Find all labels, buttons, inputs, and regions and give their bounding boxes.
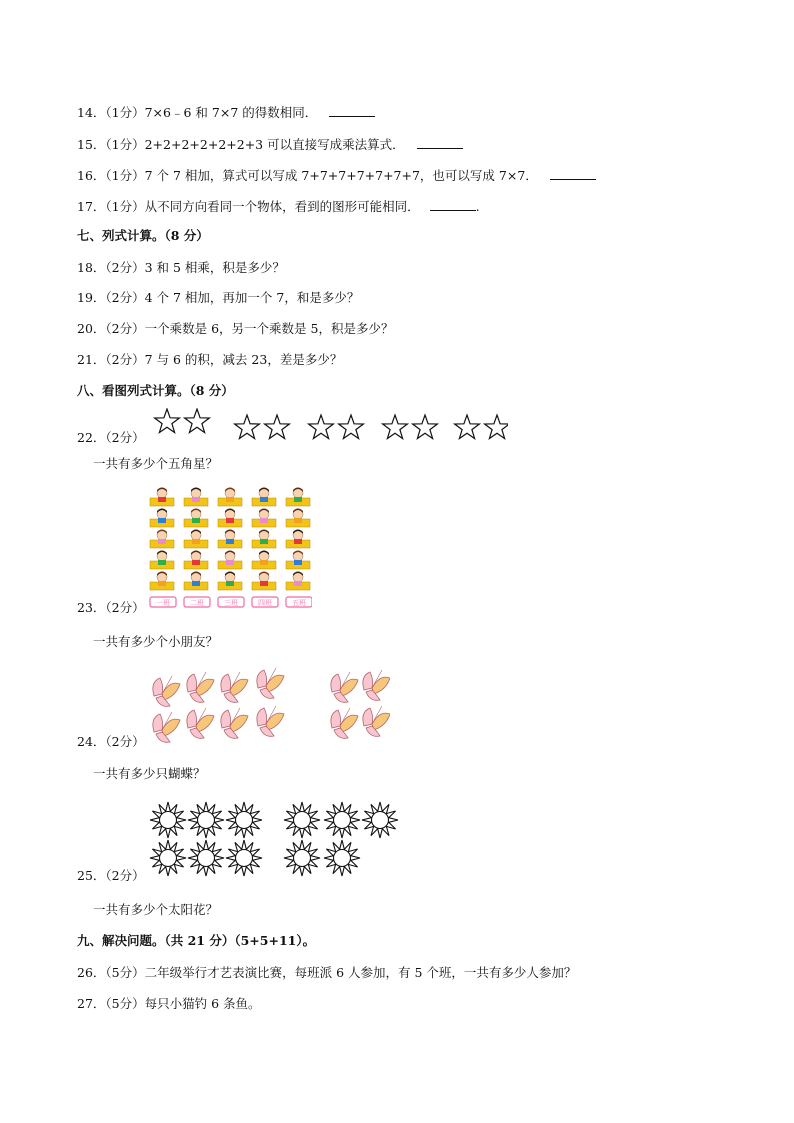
butterfly-icon [153,712,180,742]
question-text: 14．（1分）7×6﹣6 和 7×7 的得数相同． [77,105,318,120]
sunflower-icon [226,840,262,876]
star-icon [185,409,210,433]
stars-figure [148,408,508,442]
child-icon [286,509,310,528]
sunflowers-figure [146,798,406,884]
star-icon [383,415,408,439]
child-icon [150,488,174,507]
question-22-ask: 一共有多少个五角星？ [93,456,219,471]
star-icon [235,415,260,439]
sunflower-icon [324,840,360,876]
question-text: 16．（1分）7 个 7 相加，算式可以写成 7+7+7+7+7+7+7，也可以写成 7×7． [77,168,538,183]
child-icon [286,551,310,570]
answer-blank[interactable] [550,167,596,180]
question-16 [77,167,596,184]
butterfly-icon [153,676,180,706]
section-9-heading: 九、解决问题。（共 21 分）（5+5+11）。 [77,933,316,948]
question-text: 17．（1分）从不同方向看同一个物体，看到的图形可能相同． [77,199,420,214]
section-7-heading: 七、列式计算。（8 分） [77,228,209,243]
sunflower-icon [150,802,186,838]
child-icon [184,488,208,507]
butterfly-icon [257,668,284,698]
butterfly-icon [363,706,390,736]
butterfly-icon [221,708,248,738]
child-icon [286,530,310,549]
sunflower-icon [284,802,320,838]
sunflower-icon [188,840,224,876]
star-icon [485,415,508,439]
child-icon [150,509,174,528]
question-21: 21．（2分）7 与 6 的积，减去 23，差是多少？ [77,352,343,367]
butterfly-icon [187,672,214,702]
child-icon [286,488,310,507]
question-suffix: . [475,199,480,214]
child-icon [150,551,174,570]
question-22-label: 22．（2分） [77,430,145,445]
child-icon [252,530,276,549]
child-icon [218,551,242,570]
star-icon [309,415,334,439]
star-icon [155,409,180,433]
child-icon [184,509,208,528]
child-icon [252,488,276,507]
section-8-heading: 八、看图列式计算。（8 分） [77,383,234,398]
question-23-label: 23．（2分） [77,600,145,615]
butterfly-icon [257,706,284,736]
question-20: 20．（2分）一个乘数是 6，另一个乘数是 5，积是多少？ [77,321,394,336]
question-27: 27．（5分）每只小猫钓 6 条鱼。 [77,996,261,1011]
class-label: 四班 [258,599,272,607]
child-icon [252,572,276,591]
question-25-label: 25．（2分） [77,868,145,883]
answer-blank[interactable] [329,104,375,117]
child-icon [218,509,242,528]
child-icon [218,530,242,549]
butterfly-icon [331,708,358,738]
child-icon [286,572,310,591]
question-19: 19．（2分）4 个 7 相加，再加一个 7，和是多少？ [77,290,360,305]
butterfly-icon [363,670,390,700]
answer-blank[interactable] [417,136,463,149]
class-label: 二班 [190,599,204,607]
sunflower-icon [150,840,186,876]
sunflower-icon [284,840,320,876]
star-icon [413,415,438,439]
child-icon [218,488,242,507]
class-label: 五班 [292,599,306,607]
question-23-ask: 一共有多少个小朋友？ [93,634,219,649]
children-figure [146,484,312,612]
child-icon [184,572,208,591]
child-icon [252,509,276,528]
sunflower-icon [188,802,224,838]
question-text: 15．（1分）2+2+2+2+2+2+3 可以直接写成乘法算式． [77,137,405,152]
sunflower-icon [226,802,262,838]
child-icon [252,551,276,570]
butterfly-icon [187,708,214,738]
class-label: 三班 [224,599,238,607]
star-icon [455,415,480,439]
sunflower-icon [362,802,398,838]
question-24-ask: 一共有多少只蝴蝶？ [93,766,206,781]
class-label: 一班 [156,599,170,607]
question-17 [77,198,480,215]
butterflies-figure [150,666,390,746]
question-18: 18．（2分）3 和 5 相乘，积是多少？ [77,260,285,275]
child-icon [150,572,174,591]
sunflower-icon [324,802,360,838]
butterfly-icon [221,672,248,702]
butterfly-icon [331,672,358,702]
question-15 [77,136,463,153]
question-24-label: 24．（2分） [77,734,145,749]
child-icon [150,530,174,549]
question-26: 26．（5分）二年级举行才艺表演比赛，每班派 6 人参加，有 5 个班，一共有多少人参加？ [77,965,577,980]
question-25-ask: 一共有多少个太阳花？ [93,902,219,917]
star-icon [265,415,290,439]
star-icon [339,415,364,439]
answer-blank[interactable] [430,198,476,211]
child-icon [184,551,208,570]
child-icon [184,530,208,549]
child-icon [218,572,242,591]
question-14 [77,104,375,121]
